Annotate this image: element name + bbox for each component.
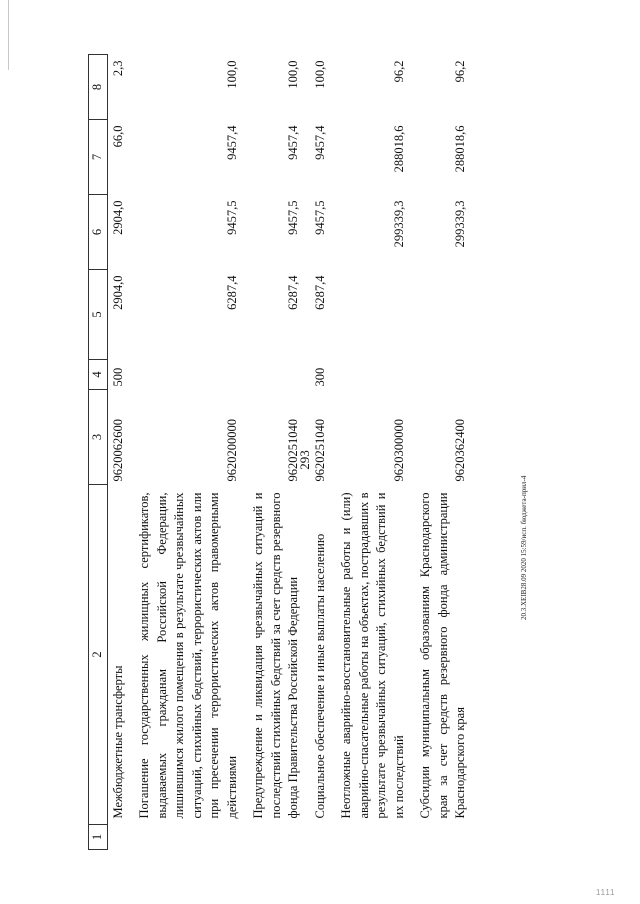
row-code: 9620200000 [224,419,239,482]
row-value-col6: 2904,0 [110,200,125,235]
row-name: Субсидии муниципальным образованиям Краснодарского края за счет средств резервного фонда администрации Краснодарского края [418,492,467,819]
row-value-col6: 299339,3 [391,200,406,248]
row-expense-type [133,360,247,390]
budget-table [88,54,476,850]
row-expense-type [414,360,476,390]
row-name: Межбюджетные трансферты [110,665,125,819]
row-code: 9620300000 [391,419,406,482]
corner-mark: 1 1 1 1 [596,888,614,897]
row-value-col6: 9457,5 [224,200,239,235]
column-header: 6 [89,195,108,270]
row-value-col6: 299339,3 [453,200,467,248]
row-index-cell [335,825,414,850]
row-value-col5: 6287,4 [224,275,239,310]
row-index-cell [414,825,476,850]
table-row [335,55,414,850]
row-index-cell [247,825,309,850]
row-value-col7: 9457,4 [312,125,327,160]
row-value-col6: 9457,5 [286,200,300,235]
column-header: 3 [89,390,108,485]
row-value-col5: 2904,0 [110,275,125,310]
budget-table-rotated-container [88,55,548,850]
row-value-col5 [414,270,476,360]
row-value-col8: 100,0 [224,60,239,89]
row-value-col8: 96,2 [453,60,467,83]
column-header: 5 [89,270,108,360]
row-index-cell [309,825,336,850]
row-code: 9620251040 [286,419,300,482]
row-value-col8: 96,2 [391,60,406,83]
document-footer-code: 20.3.XEIB28.09 2020 15:59/исп. бюджета-прил-4 [520,475,528,620]
row-value-col5 [335,270,414,360]
table-header-row [89,55,108,850]
row-code: 9620251040 [312,419,327,482]
row-value-col7: 9457,4 [286,125,300,160]
column-header: 7 [89,120,108,195]
column-header: 8 [89,55,108,120]
row-expense-type: 500 [110,367,125,387]
column-header: 4 [89,360,108,390]
row-value-col7: 288018,6 [391,125,406,173]
column-header: 2 [89,485,108,825]
row-value-col7: 9457,4 [224,125,239,160]
row-code: 9620362400 [453,419,467,482]
row-expense-type [247,360,309,390]
table-row [133,55,247,850]
row-value-col8: 100,0 [286,60,300,89]
row-index-cell [133,825,247,850]
row-value-col8: 2,3 [110,60,125,77]
row-value-col5: 6287,4 [312,275,327,310]
row-value-col6: 9457,5 [312,200,327,235]
row-name: Неотложные аварийно-восстановительные работы и (или) аварийно-спасательные работы на объектах, пострадавших в результате чрезвычайных ситуаций, стихийных бедствий и их последствий [339,492,406,819]
row-value-col7: 66,0 [110,125,125,148]
row-expense-type [335,360,414,390]
row-name: Социальное обеспечение и иные выплаты населению [312,533,327,819]
row-expense-type: 300 [312,367,327,387]
table-row [414,55,476,850]
row-value-col8: 100,0 [312,60,327,89]
row-value-col7: 288018,6 [453,125,467,173]
row-code: 9620062600 [110,419,125,482]
row-name: Погашение государственных жилищных сертификатов, выдаваемых гражданам Российской Федерации, лишившимся жилого помещения в результате чрезвычайных ситуаций, стихийных бедствий, террористических актов или при пресечении террористических актов правомерными действиями [137,492,239,819]
row-name: Предупреждение и ликвидация чрезвычайных ситуаций и последствий стихийных бедствий за счет средств резервного фонда Правительства Российской Федерации [251,492,300,819]
table-row [309,55,336,850]
binding-edge-line [8,0,9,70]
column-header: 1 [89,825,108,850]
page-number: 293 [296,450,312,470]
table-row [247,55,309,850]
row-index-cell [107,825,133,850]
row-value-col5: 6287,4 [286,275,300,310]
table-row [107,55,133,850]
